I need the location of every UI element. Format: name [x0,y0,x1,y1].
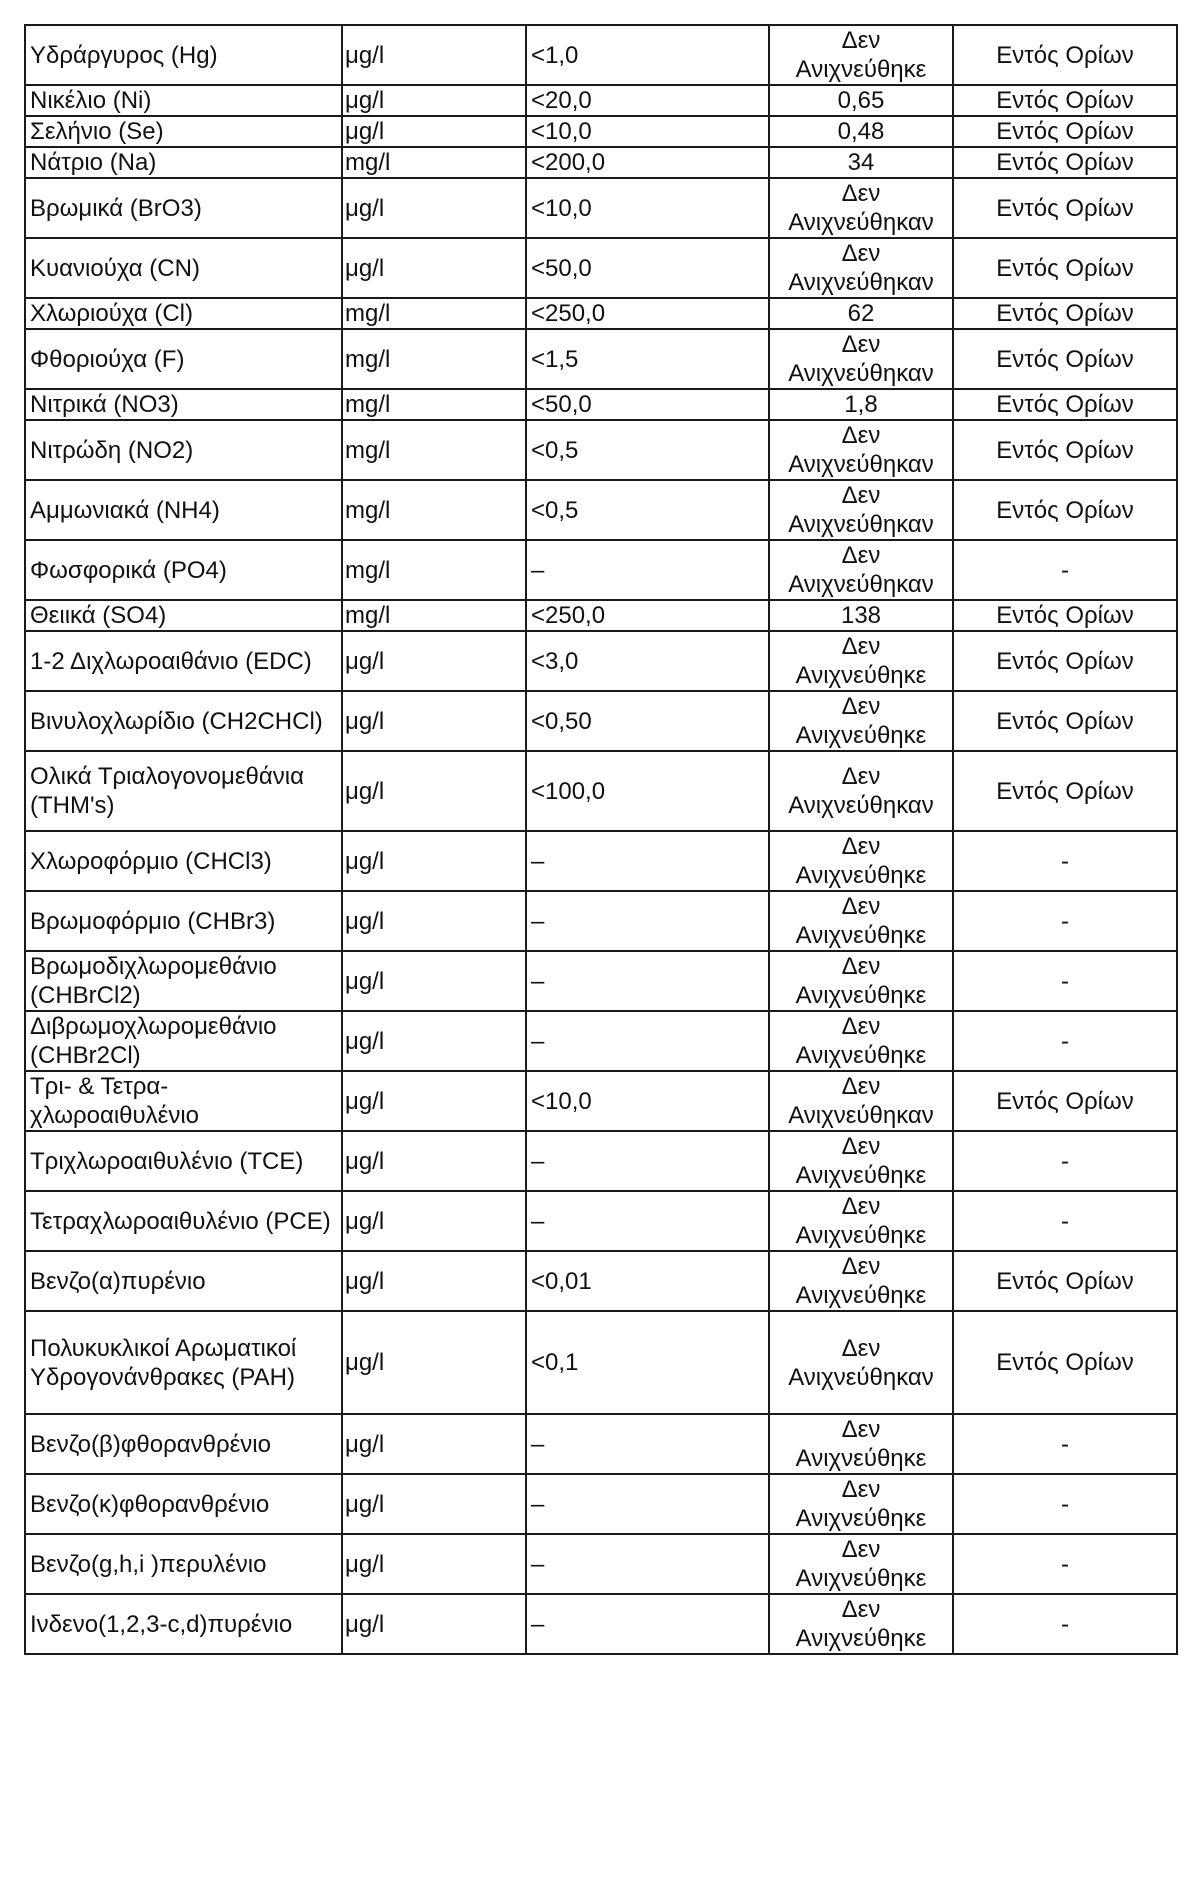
result-cell: 34 [769,147,953,178]
table-row [25,480,1177,540]
result-cell: Δεν Ανιχνεύθηκαν [769,420,953,480]
limit-cell: <200,0 [526,147,769,178]
result-cell: Δεν Ανιχνεύθηκε [769,831,953,891]
limit-cell: – [526,540,769,600]
limit-cell: <0,5 [526,480,769,540]
parameter-name-cell: Διβρωμοχλωρομεθάνιο (CHBr2Cl) [25,1011,342,1071]
parameter-name-cell: Ολικά Τριαλογονομεθάνια (THM's) [25,751,342,831]
unit-cell: mg/l [342,329,526,389]
parameter-name-cell: Ινδενο(1,2,3-c,d)πυρένιο [25,1594,342,1654]
table-body [25,25,1177,1654]
parameter-name-cell: Βενζο(α)πυρένιο [25,1251,342,1311]
parameter-name-cell: Νιτρώδη (NO2) [25,420,342,480]
unit-cell: μg/l [342,631,526,691]
unit-cell: μg/l [342,1251,526,1311]
result-cell: Δεν Ανιχνεύθηκαν [769,751,953,831]
result-cell: Δεν Ανιχνεύθηκε [769,1131,953,1191]
table-row [25,951,1177,1011]
table-row [25,178,1177,238]
unit-cell: mg/l [342,540,526,600]
result-cell: 1,8 [769,389,953,420]
table-row [25,631,1177,691]
limit-cell: <3,0 [526,631,769,691]
result-cell: Δεν Ανιχνεύθηκε [769,25,953,85]
limit-cell: – [526,831,769,891]
parameter-name-cell: Θειικά (SO4) [25,600,342,631]
table-row [25,85,1177,116]
status-cell: - [953,1594,1177,1654]
result-cell: Δεν Ανιχνεύθηκε [769,1534,953,1594]
table-row [25,691,1177,751]
table-row [25,1131,1177,1191]
parameter-name-cell: Βενζο(β)φθορανθρένιο [25,1414,342,1474]
unit-cell: mg/l [342,420,526,480]
unit-cell: μg/l [342,1474,526,1534]
unit-cell: μg/l [342,1011,526,1071]
unit-cell: μg/l [342,25,526,85]
parameter-name-cell: Βενζο(g,h,i )περυλένιο [25,1534,342,1594]
result-cell: Δεν Ανιχνεύθηκε [769,891,953,951]
unit-cell: μg/l [342,951,526,1011]
result-cell: Δεν Ανιχνεύθηκε [769,1251,953,1311]
limit-cell: <10,0 [526,1071,769,1131]
table-row [25,147,1177,178]
limit-cell: <100,0 [526,751,769,831]
limit-cell: <50,0 [526,389,769,420]
status-cell: - [953,540,1177,600]
limit-cell: <1,5 [526,329,769,389]
status-cell: Εντός Ορίων [953,420,1177,480]
status-cell: Εντός Ορίων [953,329,1177,389]
limit-cell: <10,0 [526,116,769,147]
parameter-name-cell: Σελήνιο (Se) [25,116,342,147]
parameter-name-cell: Χλωριούχα (Cl) [25,298,342,329]
status-cell: Εντός Ορίων [953,178,1177,238]
status-cell: - [953,1191,1177,1251]
unit-cell: μg/l [342,178,526,238]
status-cell: - [953,891,1177,951]
limit-cell: <0,01 [526,1251,769,1311]
parameter-name-cell: Τετραχλωροαιθυλένιο (PCE) [25,1191,342,1251]
parameter-name-cell: Τριχλωροαιθυλένιο (TCE) [25,1131,342,1191]
table-row [25,116,1177,147]
table-row [25,25,1177,85]
result-cell: Δεν Ανιχνεύθηκε [769,691,953,751]
result-cell: Δεν Ανιχνεύθηκε [769,631,953,691]
unit-cell: μg/l [342,831,526,891]
limit-cell: <20,0 [526,85,769,116]
table-row [25,831,1177,891]
limit-cell: <0,1 [526,1311,769,1414]
status-cell: Εντός Ορίων [953,1311,1177,1414]
status-cell: Εντός Ορίων [953,1251,1177,1311]
unit-cell: mg/l [342,480,526,540]
limit-cell: – [526,951,769,1011]
result-cell: Δεν Ανιχνεύθηκαν [769,238,953,298]
table-row [25,298,1177,329]
result-cell: Δεν Ανιχνεύθηκε [769,1594,953,1654]
parameter-name-cell: Υδράργυρος (Hg) [25,25,342,85]
table-row [25,751,1177,831]
parameter-name-cell: Πολυκυκλικοί Αρωματικοί Υδρογονάνθρακες (PAH) [25,1311,342,1414]
table-row [25,1011,1177,1071]
unit-cell: mg/l [342,600,526,631]
parameter-name-cell: Αμμωνιακά (NH4) [25,480,342,540]
table-row [25,329,1177,389]
result-cell: Δεν Ανιχνεύθηκαν [769,480,953,540]
result-cell: Δεν Ανιχνεύθηκε [769,1414,953,1474]
limit-cell: – [526,1534,769,1594]
limit-cell: <250,0 [526,600,769,631]
table-row [25,1594,1177,1654]
status-cell: - [953,1131,1177,1191]
parameter-name-cell: Βρωμοδιχλωρομεθάνιο (CHBrCl2) [25,951,342,1011]
unit-cell: μg/l [342,1414,526,1474]
result-cell: 62 [769,298,953,329]
status-cell: Εντός Ορίων [953,600,1177,631]
status-cell: Εντός Ορίων [953,25,1177,85]
unit-cell: μg/l [342,238,526,298]
status-cell: - [953,831,1177,891]
status-cell: Εντός Ορίων [953,85,1177,116]
parameter-name-cell: Βρωμοφόρμιο (CHBr3) [25,891,342,951]
parameter-name-cell: Φθοριούχα (F) [25,329,342,389]
table-row [25,389,1177,420]
limit-cell: <50,0 [526,238,769,298]
result-cell: Δεν Ανιχνεύθηκε [769,1474,953,1534]
table-row [25,1191,1177,1251]
table-row [25,238,1177,298]
unit-cell: mg/l [342,147,526,178]
table-row [25,1474,1177,1534]
table-row [25,1414,1177,1474]
status-cell: - [953,1534,1177,1594]
water-analysis-table [24,24,1178,1655]
parameter-name-cell: Τρι- & Τετρα- χλωροαιθυλένιο [25,1071,342,1131]
result-cell: 0,48 [769,116,953,147]
status-cell: - [953,1474,1177,1534]
result-cell: Δεν Ανιχνεύθηκε [769,951,953,1011]
limit-cell: – [526,1131,769,1191]
status-cell: Εντός Ορίων [953,298,1177,329]
unit-cell: μg/l [342,751,526,831]
result-cell: 138 [769,600,953,631]
unit-cell: mg/l [342,298,526,329]
table-row [25,1071,1177,1131]
limit-cell: <0,50 [526,691,769,751]
table-row [25,1251,1177,1311]
status-cell: Εντός Ορίων [953,147,1177,178]
limit-cell: – [526,1474,769,1534]
table-row [25,420,1177,480]
table-row [25,600,1177,631]
status-cell: Εντός Ορίων [953,1071,1177,1131]
limit-cell: <250,0 [526,298,769,329]
limit-cell: – [526,1191,769,1251]
limit-cell: – [526,1011,769,1071]
status-cell: Εντός Ορίων [953,238,1177,298]
status-cell: Εντός Ορίων [953,480,1177,540]
parameter-name-cell: Νικέλιο (Ni) [25,85,342,116]
table-row [25,891,1177,951]
unit-cell: μg/l [342,1534,526,1594]
limit-cell: – [526,891,769,951]
result-cell: Δεν Ανιχνεύθηκαν [769,1071,953,1131]
parameter-name-cell: Φωσφορικά (PO4) [25,540,342,600]
result-cell: Δεν Ανιχνεύθηκαν [769,540,953,600]
unit-cell: μg/l [342,1191,526,1251]
status-cell: - [953,1414,1177,1474]
limit-cell: <1,0 [526,25,769,85]
limit-cell: <0,5 [526,420,769,480]
limit-cell: <10,0 [526,178,769,238]
unit-cell: μg/l [342,1071,526,1131]
result-cell: Δεν Ανιχνεύθηκαν [769,178,953,238]
parameter-name-cell: Βινυλοχλωρίδιο (CH2CHCl) [25,691,342,751]
unit-cell: mg/l [342,389,526,420]
unit-cell: μg/l [342,116,526,147]
unit-cell: μg/l [342,1311,526,1414]
status-cell: Εντός Ορίων [953,751,1177,831]
table-row [25,540,1177,600]
limit-cell: – [526,1594,769,1654]
parameter-name-cell: Χλωροφόρμιο (CHCl3) [25,831,342,891]
parameter-name-cell: Νιτρικά (NO3) [25,389,342,420]
result-cell: Δεν Ανιχνεύθηκαν [769,329,953,389]
unit-cell: μg/l [342,691,526,751]
result-cell: Δεν Ανιχνεύθηκε [769,1011,953,1071]
result-cell: Δεν Ανιχνεύθηκε [769,1191,953,1251]
table-row [25,1311,1177,1414]
parameter-name-cell: Κυανιούχα (CN) [25,238,342,298]
status-cell: Εντός Ορίων [953,389,1177,420]
result-cell: Δεν Ανιχνεύθηκαν [769,1311,953,1414]
parameter-name-cell: 1-2 Διχλωροαιθάνιο (EDC) [25,631,342,691]
parameter-name-cell: Νάτριο (Na) [25,147,342,178]
result-cell: 0,65 [769,85,953,116]
status-cell: Εντός Ορίων [953,631,1177,691]
unit-cell: μg/l [342,1131,526,1191]
status-cell: - [953,951,1177,1011]
parameter-name-cell: Βρωμικά (BrO3) [25,178,342,238]
status-cell: Εντός Ορίων [953,116,1177,147]
table-row [25,1534,1177,1594]
unit-cell: μg/l [342,1594,526,1654]
status-cell: Εντός Ορίων [953,691,1177,751]
unit-cell: μg/l [342,891,526,951]
unit-cell: μg/l [342,85,526,116]
limit-cell: – [526,1414,769,1474]
status-cell: - [953,1011,1177,1071]
parameter-name-cell: Βενζο(κ)φθορανθρένιο [25,1474,342,1534]
